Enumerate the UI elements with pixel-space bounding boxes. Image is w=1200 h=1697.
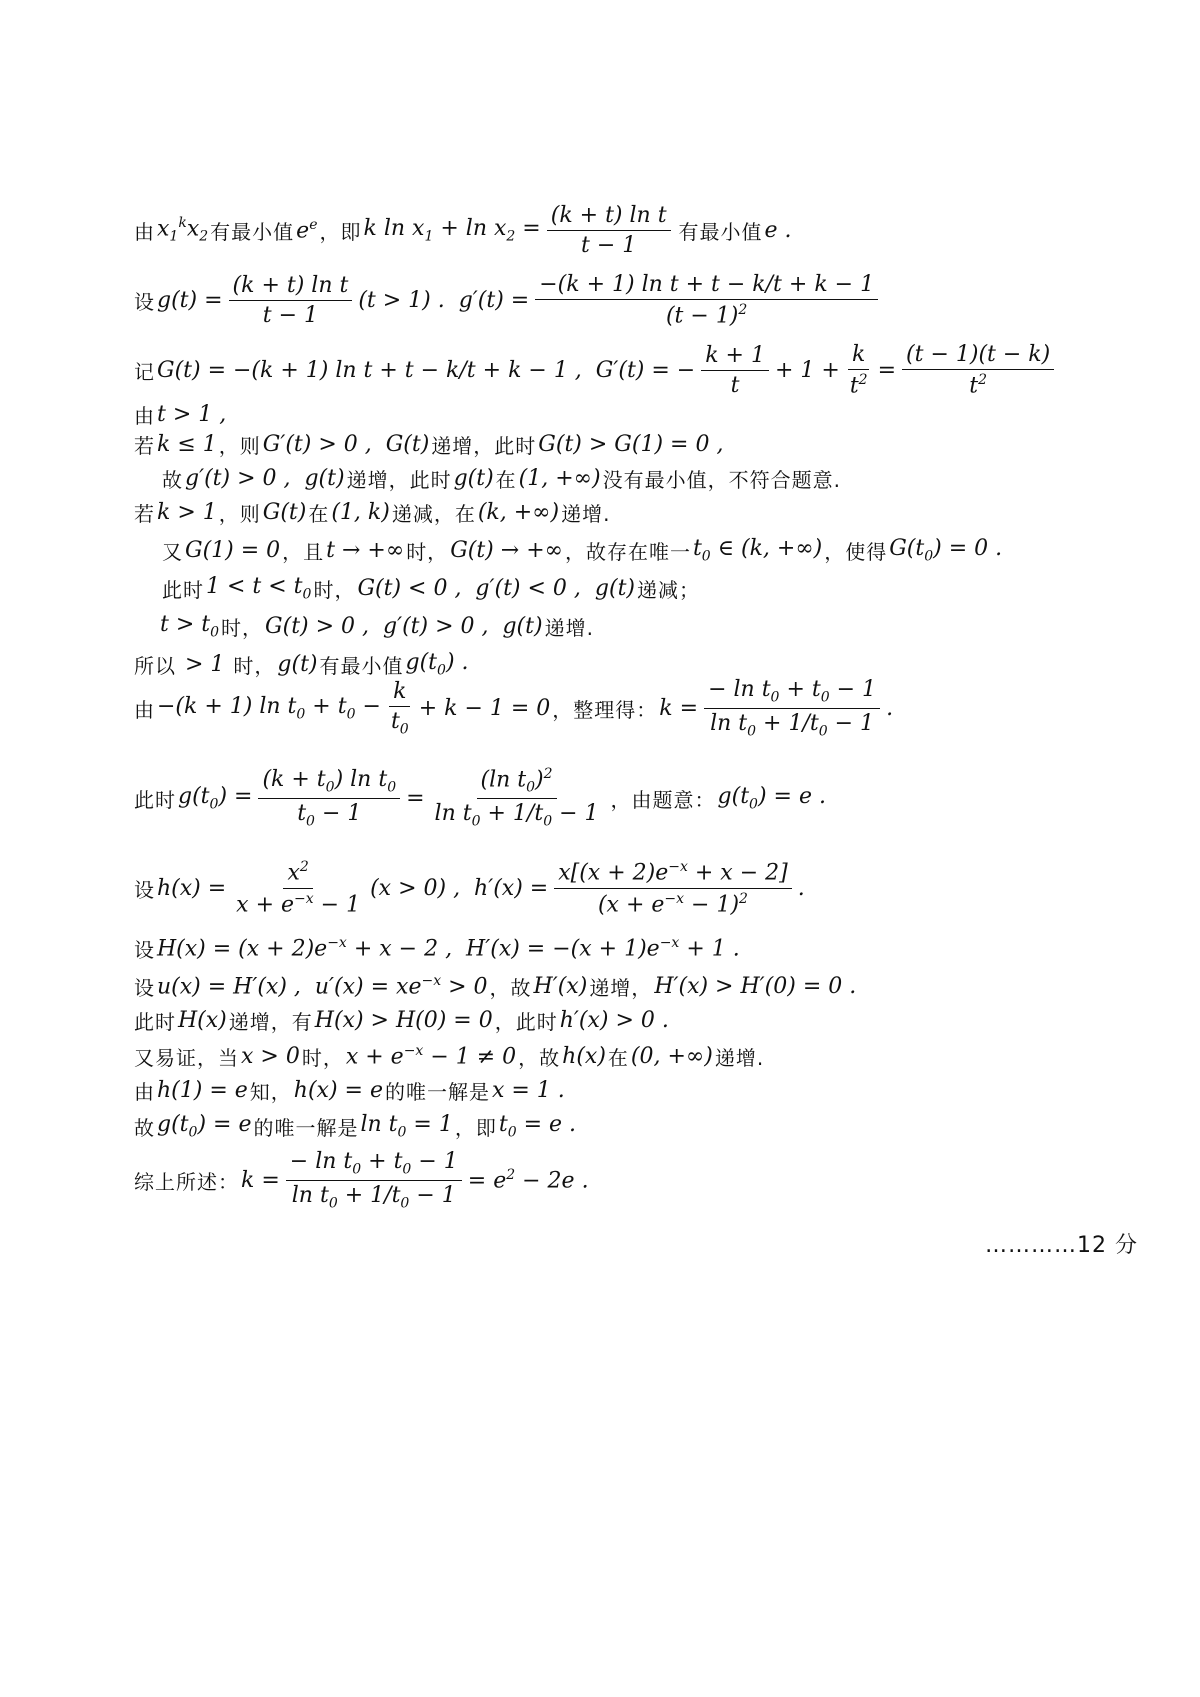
line-4: 由 t > 1 , [134, 401, 227, 428]
line-7: 若 k > 1 ，则 G(t) 在 (1, k) 递减，在 (k, +∞) 递增. [134, 499, 611, 526]
line-8: 又 G(1) = 0 ，且 t → +∞ 时， G(t) → +∞ ，故存在唯一 $t_0$ ∈ (k, +∞) ，使得 $G(t_0) = 0$ . [162, 535, 1003, 565]
line-12: 由 −(k + 1) $\ln t_0 + t_0$ − $\frac{k}{t_0}$ + k − 1 = 0 ，整理得： k = $\frac{- \ln t_0 + t_0 - 1}{\ln t_0 + 1/t_0 - 1}$ . [134, 677, 894, 739]
score-label: …………12 分 [985, 1233, 1138, 1258]
line-1: 由 $x_1^kx_2$ 有最小值 $e^e$ ，即 k $\ln x_1 + \ln x_2$ = $\frac{\text{(k + t) ln t}}{t - 1}$ 有最小值 e . [134, 202, 792, 258]
line-5: 若 k ≤ 1 ，则 G′(t) > 0 , G(t) 递增，此时 G(t) > G(1) = 0 , [134, 431, 724, 458]
line-11: 所以 > 1 时， g(t) 有最小值 $g(t_0)$ . [134, 649, 469, 679]
line-16: 设 u(x) = H′(x) , $u'(x) = xe^{-x} > 0$ ，故 H′(x) 递增， H′(x) > H′(0) = 0 . [134, 972, 857, 1000]
line-3: 记 G(t) = −(k + 1) ln t + t − k/t + k − 1 , G′(t) = − $\frac{k + 1}{t}$ + 1 + $\frac{k}{t^2}$ = $\frac{(t - 1)(t - k)}{t^2}$ [132, 340, 1060, 400]
line-9: 此时 $1 < t < t_0$ 时， G(t) < 0 , g′(t) < 0 , g(t) 递减； [162, 573, 700, 603]
line-14: 设 h(x) = $\frac{x^2}{x + e^{-x} - 1}$ (x > 0) , h′(x) = $\frac{x[(x + 2)e^{-x} + x - 2]}{(x + e^{-x} - 1)^2}$ . [134, 859, 805, 917]
line-20: 故 $g(t_0) = e$ 的唯一解是 $\ln t_0 = 1$ ，即 $t_0 = e$ . [134, 1111, 577, 1141]
line-10: $t > t_0$ 时， G(t) > 0 , g′(t) > 0 , g(t) 递增. [160, 611, 594, 641]
line-17: 此时 H(x) 递增，有 H(x) > H(0) = 0 ，此时 h′(x) > 0 . [134, 1007, 669, 1034]
line-6: 故 g′(t) > 0 , g(t) 递增，此时 g(t) 在 (1, +∞) 没有最小值，不符合题意. [162, 465, 841, 492]
line-2: 设 g(t) = $\frac{\text{(k + t) ln t}}{t - 1}$ (t > 1) . g′(t) = $\frac{\text{−(k + 1) ln t + t − k/t + k − 1}}{(t - 1)^2}$ [132, 270, 884, 330]
line-21: 综上所述： k = $\frac{- \ln t_0 + t_0 - 1}{\ln t_0 + 1/t_0 - 1}$ = $e^2 - 2e$ . [134, 1149, 589, 1211]
line-13: 此时 $g(t_0)$ = $\frac{(k + t_0) \ln t_0}{t_0 - 1}$ = $\frac{(\ln t_0)^2}{\ln t_0 + 1/t_0 - 1}$ ，由题意： $g(t_0) = e$ . [134, 766, 826, 830]
line-19: 由 h(1) = e 知， h(x) = e 的唯一解是 x = 1 . [134, 1077, 565, 1104]
line-15: 设 $H(x) = (x + 2)e^{-x} + x - 2$ , $H'(x) = -(x + 1)e^{-x} + 1$ . [134, 934, 740, 962]
line-18: 又易证，当 x > 0 时， $x + e^{-x} - 1 \ne 0$ ，故 h(x) 在 (0, +∞) 递增. [134, 1042, 765, 1070]
